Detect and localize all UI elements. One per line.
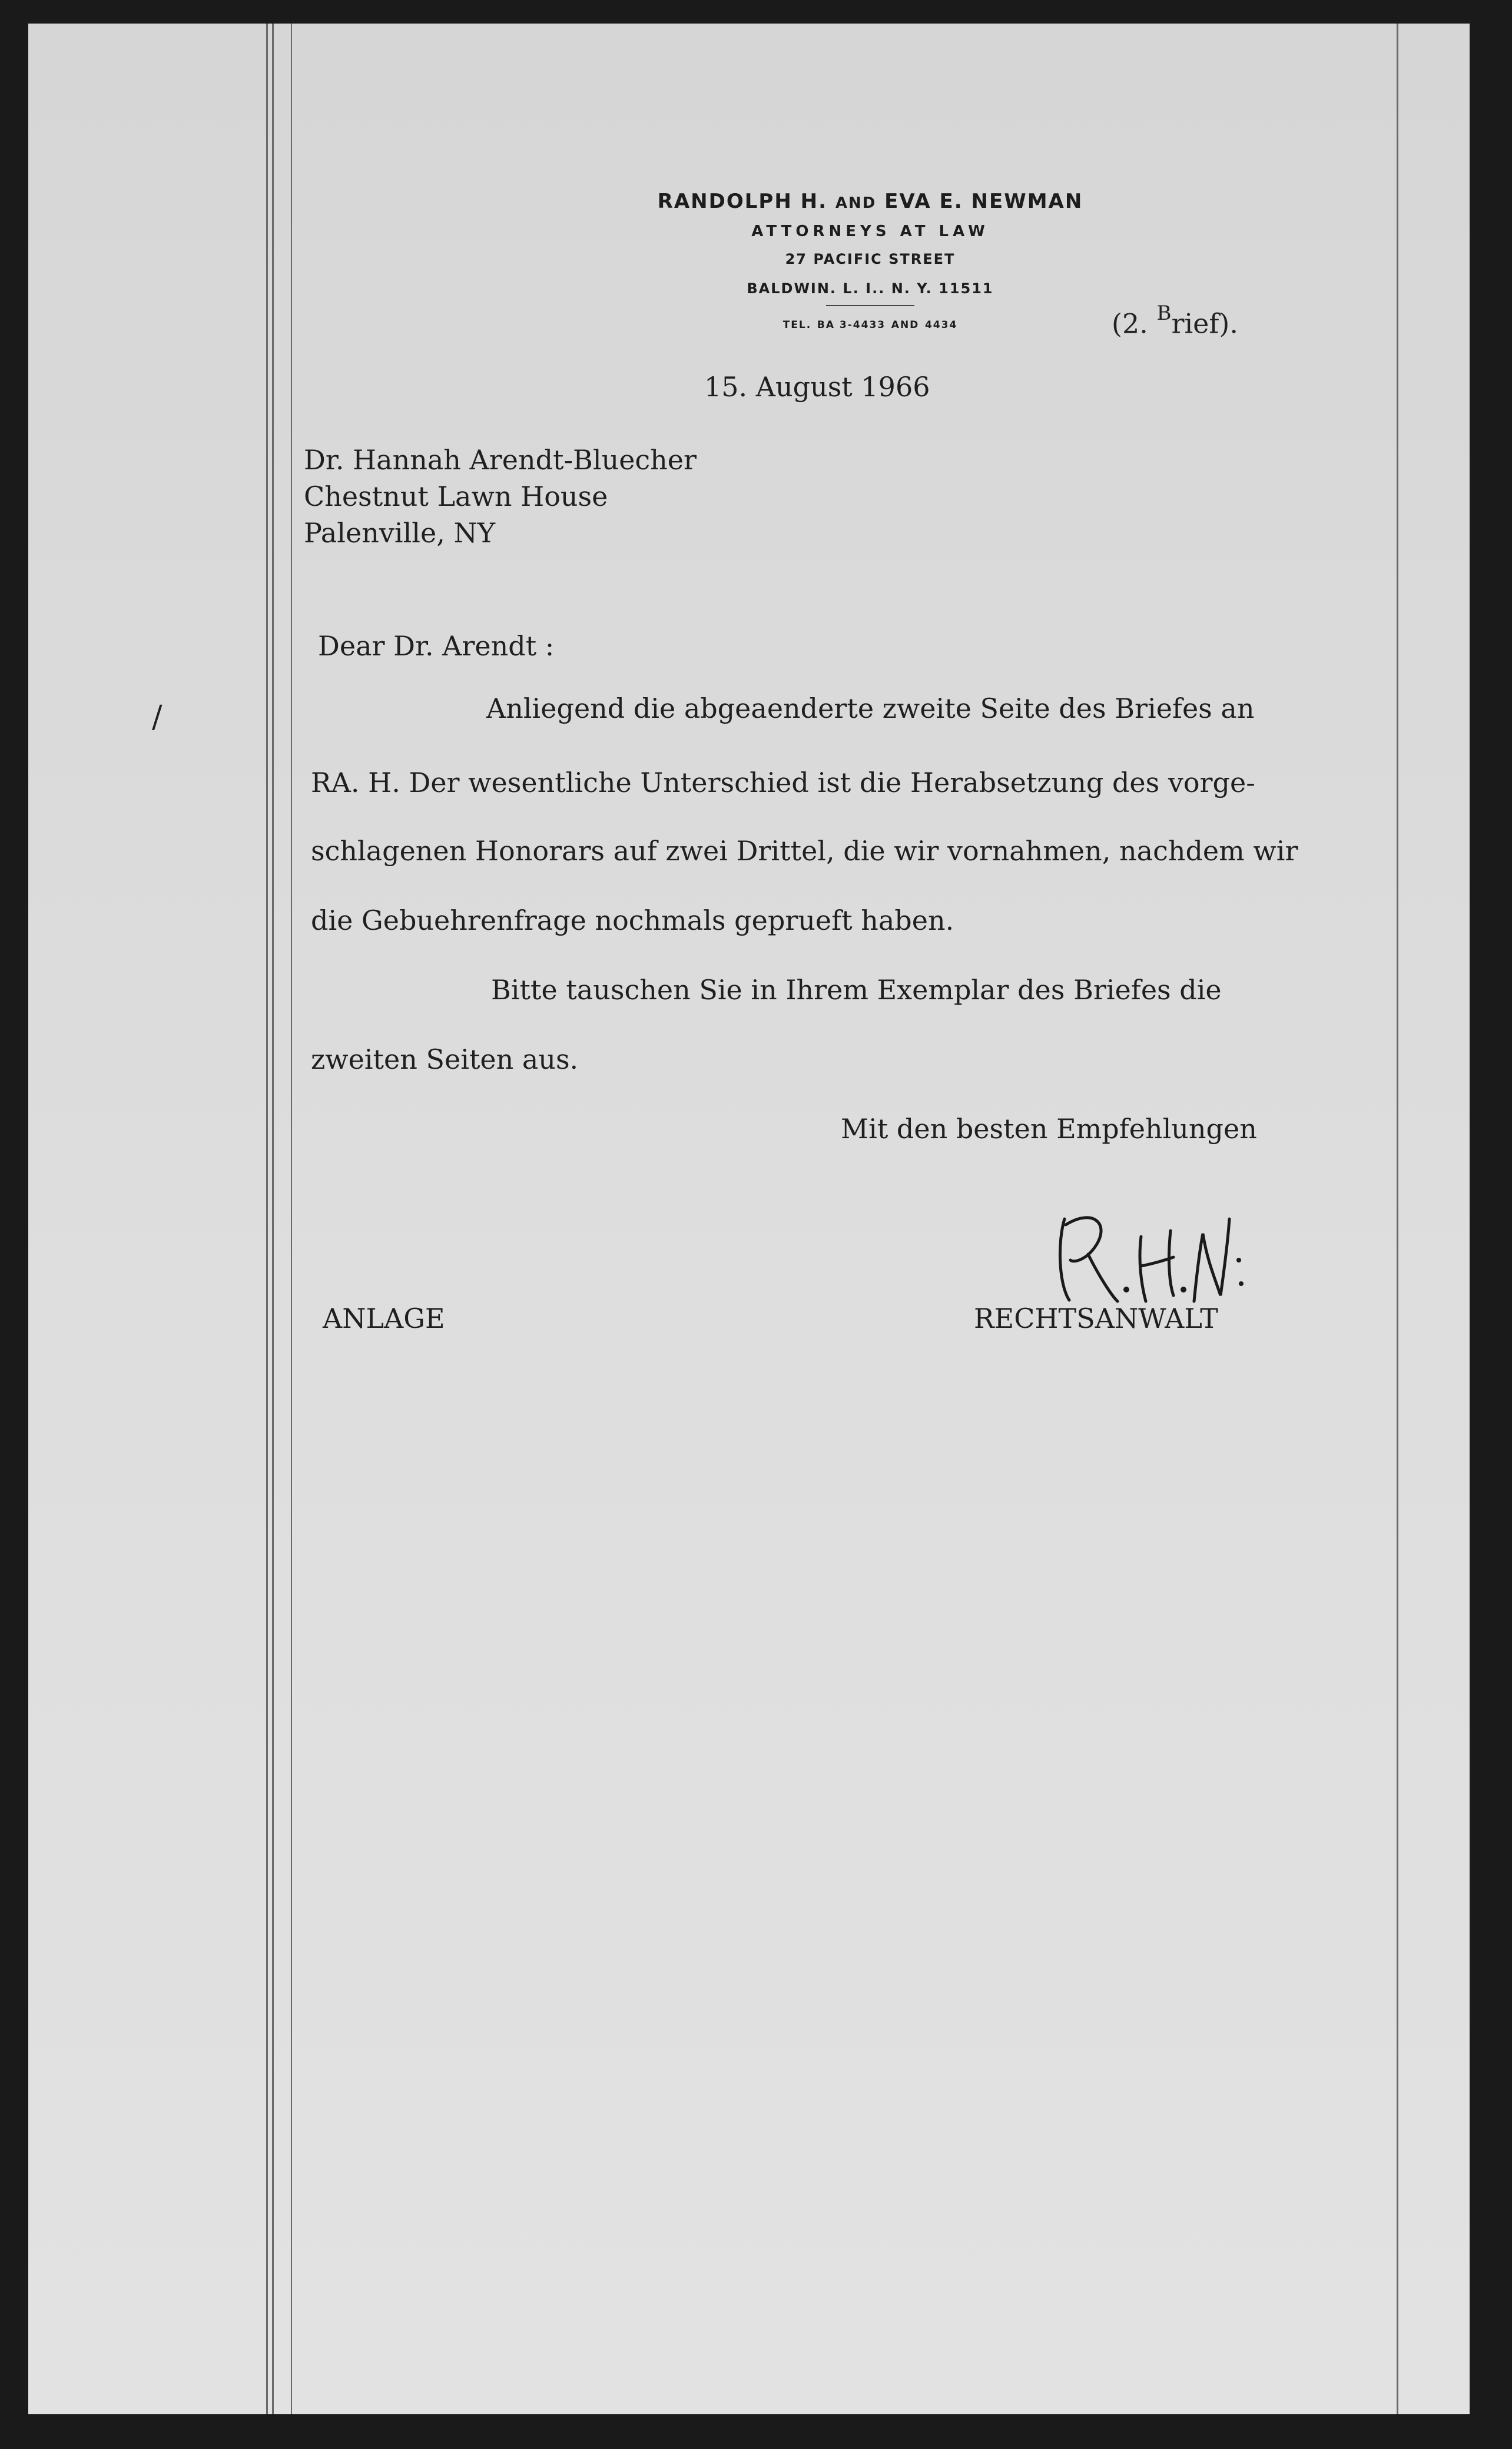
tel-label: TEL. xyxy=(782,319,812,331)
salutation: Dear Dr. Arendt : xyxy=(318,630,555,662)
city-address: BALDWIN. L. I.. N. Y. 11511 xyxy=(747,280,994,297)
signature-image xyxy=(1053,1201,1247,1313)
body-p1-line4: die Gebuehrenfrage nochmals geprueft haben. xyxy=(311,904,954,936)
note-prefix: (2. xyxy=(1112,307,1157,340)
firm-name-and: AND xyxy=(835,194,877,212)
body-p1-line1: Anliegend die abgeaenderte zweite Seite des Briefes an xyxy=(486,692,1255,724)
signer-title: RECHTSANWALT xyxy=(974,1303,1218,1334)
firm-name xyxy=(617,190,1123,213)
firm-name-part1: RANDOLPH H. xyxy=(657,190,827,213)
body-p1-line2: RA. H. Der wesentliche Unterschied ist die Herabsetzung des vorge- xyxy=(311,767,1255,798)
letterhead xyxy=(617,190,1123,332)
tel-number-2: 4434 xyxy=(924,319,958,331)
tel-and: AND xyxy=(891,319,920,331)
street-address: 27 PACIFIC STREET xyxy=(785,251,956,267)
right-border-line xyxy=(1397,24,1398,2414)
left-border-line-1 xyxy=(266,24,268,2414)
note-letter: B xyxy=(1156,301,1172,325)
left-border-line-3 xyxy=(291,24,292,2414)
telephone xyxy=(617,317,1123,332)
recipient-address-1: Chestnut Lawn House xyxy=(304,480,608,512)
margin-mark: / xyxy=(152,700,163,735)
body-p2-line1: Bitte tauschen Sie in Ihrem Exemplar des Briefes die xyxy=(491,974,1222,1006)
recipient-name: Dr. Hannah Arendt-Bluecher xyxy=(304,444,697,476)
letter-page xyxy=(28,24,1470,2414)
enclosure-label: ANLAGE xyxy=(323,1303,445,1334)
body-p1-line3: schlagenen Honorars auf zwei Drittel, die wir vornahmen, nachdem wir xyxy=(311,835,1298,867)
note-suffix: rief). xyxy=(1171,307,1238,340)
signature xyxy=(1053,1201,1247,1315)
handwritten-note xyxy=(1112,301,1238,340)
recipient-address-2: Palenville, NY xyxy=(304,517,496,549)
firm-name-part2: EVA E. NEWMAN xyxy=(884,190,1083,213)
profession: ATTORNEYS AT LAW xyxy=(751,223,989,240)
body-p2-line2: zweiten Seiten aus. xyxy=(311,1043,579,1075)
letter-date: 15. August 1966 xyxy=(704,371,930,403)
left-border-line-2 xyxy=(272,24,274,2414)
letterhead-divider xyxy=(826,305,914,306)
closing: Mit den besten Empfehlungen xyxy=(841,1113,1257,1145)
tel-number-1: BA 3-4433 xyxy=(817,319,886,331)
